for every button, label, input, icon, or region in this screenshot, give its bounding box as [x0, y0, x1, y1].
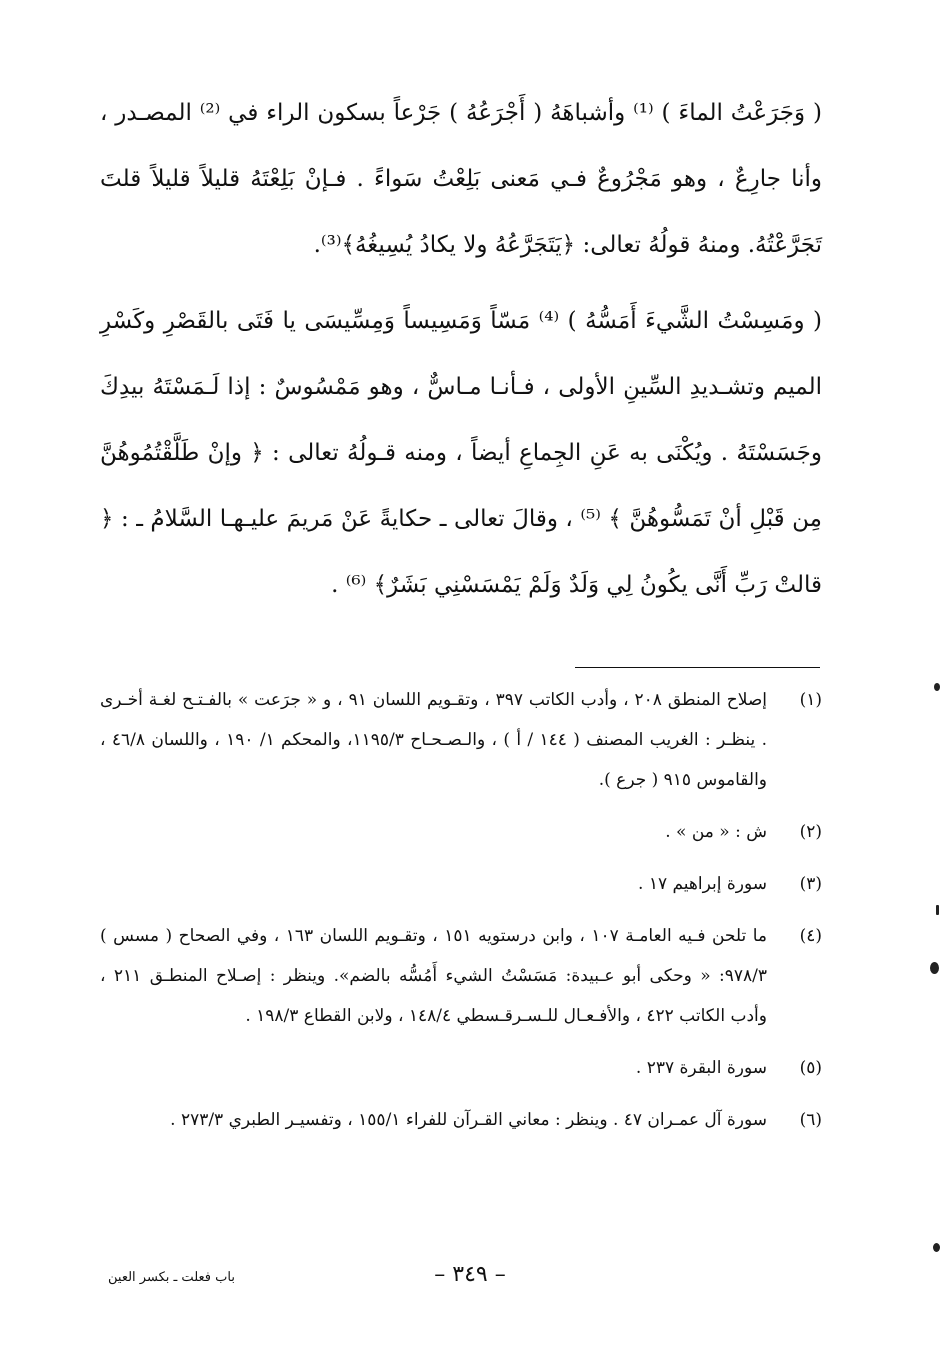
running-head: باب فعلت ـ بكسر العين — [108, 1270, 235, 1285]
footnote-text: سورة آل عمـران ٤٧ . وينظر : معاني القـرآن للفراء ١٥٥/١ ، وتفسيـر الطبري ٢٧٣/٣ . — [170, 1110, 767, 1130]
footnote-number: (١) — [799, 690, 822, 710]
footnote-number: (٢) — [799, 822, 822, 842]
footnote-4 — [100, 916, 822, 1036]
main-text — [100, 80, 822, 628]
page-footer — [0, 1262, 942, 1292]
footnote-number: (٤) — [799, 926, 822, 946]
footnote-6 — [100, 1100, 822, 1140]
footnotes — [100, 680, 822, 1152]
footnote-separator — [575, 667, 820, 668]
scan-speck — [930, 962, 939, 974]
page-number: – ٣٤٩ – — [434, 1262, 506, 1287]
scan-speck — [933, 1243, 940, 1252]
footnote-number: (٦) — [799, 1110, 822, 1130]
footnote-text: سورة إبراهيم ١٧ . — [638, 874, 767, 894]
scan-speck — [936, 905, 939, 915]
footnote-text: ما تلحن فـيه العامـة ١٠٧ ، وابن درستويه ١٥١ ، وتقـويم اللسان ١٦٣ ، وفي الصحاح ( مسس ) ٩٧٨/٣: « وحكى أبو عـبيدة: مَسَسْتُ الشيء أَمُسُّه بالضم». وينظر : إصـلاح المنطـق ٢١١ ، وأدب الكاتب ٤٢٢ ، والأفـعـال للـسـرقـسطي ١٤٨/٤ ، ولابن القطاع ١٩٨/٣ . — [100, 926, 768, 1026]
footnote-text: إصلاح المنطق ٢٠٨ ، وأدب الكاتب ٣٩٧ ، وتقـويم اللسان ٩١ ، و « جرَعت » بالفـتـح لغـة أخـرى . ينظـر : الغريب المصنف ( ١٤٤ / أ ) ، والـصـحـاح ١١٩٥/٣، والمحكم ١/ ١٩٠ ، واللسان ٤٦/٨ ، والقاموس ٩١٥ ( جرع ). — [100, 690, 767, 790]
paragraph-masistu: ( ومَسِسْتُ الشَّيءَ أَمَسُّهُ ) ⁽⁴⁾ مَسّاً وَمَسِيساً وَمِسِّيسَى يا فَتَى بالقَصْرِ وكَسْرِ الميم وتشـديدِ السِّينِ الأولى ، فـأنـا مـاسٌّ ، وهو مَمْسُوسٌ : إذا لَـمَسْتَهُ بيدِكَ وجَسَسْتَهُ . ويُكْنَى به عَنِ الجِماعِ أيضاً ، ومنه قـولُهُ تعالى : ﴿ وإنْ طَلَّقْتُمُوهُنَّ مِن قَبْلِ أنْ تَمَسُّوهُنَّ ﴾ ⁽⁵⁾ ، وقالَ تعالى ـ حكايةً عَنْ مَريمَ عليـهـا السَّلامُ ـ : ﴿ قالتْ رَبِّ أَنَّى يكُونُ لِي وَلَدٌ وَلَمْ يَمْسَسْنِي بَشَرٌ﴾ ⁽⁶⁾ . — [100, 308, 822, 598]
footnote-number: (٥) — [799, 1058, 822, 1078]
footnote-text: ش : « من » . — [665, 822, 767, 842]
footnote-5 — [100, 1048, 822, 1088]
footnote-3 — [100, 864, 822, 904]
paragraph-jaratu: ( وَجَرَعْتُ الماءَ ) ⁽¹⁾ وأشباهَهُ ( أَجْرَعُهُ ) جَرْعاً بسكون الراء في ⁽²⁾ المصـدر ، وأنا جارِعٌ ، وهو مَجْرُوعٌ فـي مَعنى بَلِعْتُ سَواءً . فـإنْ بَلِعْتَهُ قليلاً قليلاً قلتَ تَجَرَّعْتُهُ. ومنهُ قولُهُ تعالى: ﴿يَتَجَرَّعُهُ ولا يكادُ يُسِيغُهُ﴾⁽³⁾. — [100, 100, 822, 258]
scan-speck — [934, 683, 940, 691]
footnote-number: (٣) — [799, 874, 822, 894]
footnote-1 — [100, 680, 822, 800]
footnote-2 — [100, 812, 822, 852]
footnote-text: سورة البقرة ٢٣٧ . — [635, 1058, 767, 1078]
